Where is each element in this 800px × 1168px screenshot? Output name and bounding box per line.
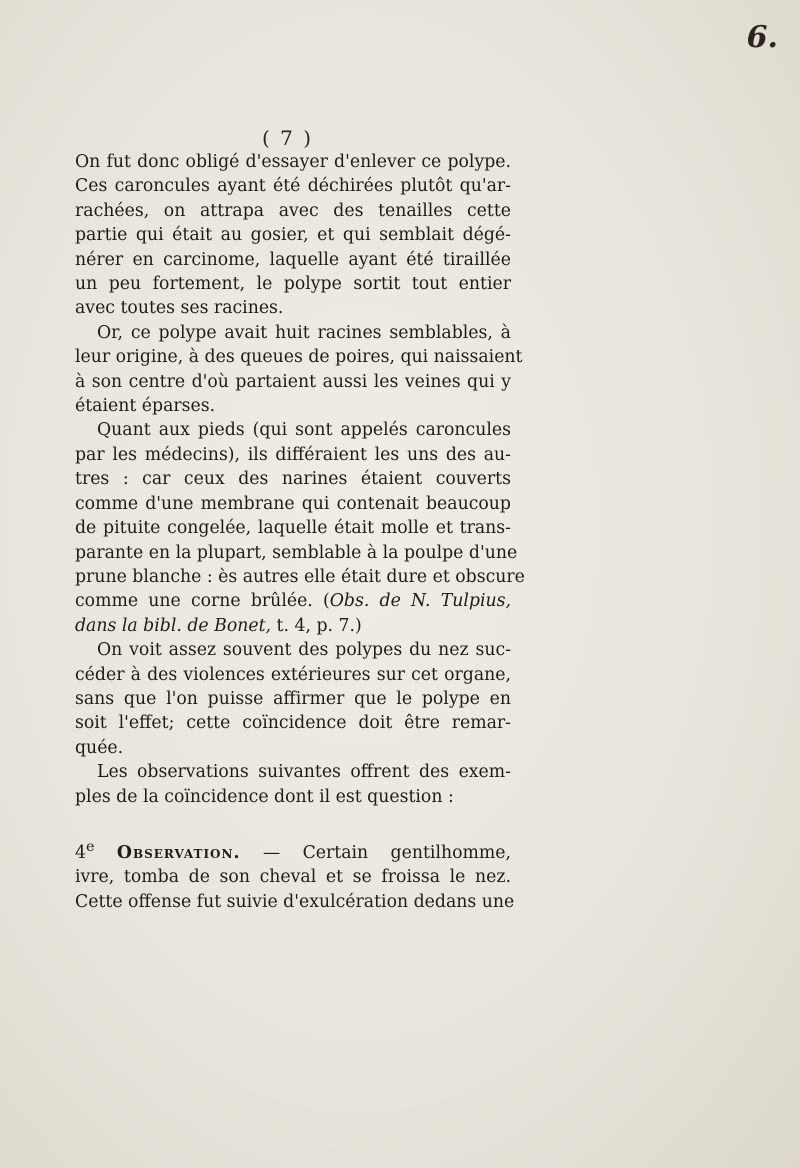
observation-number-suffix: e bbox=[86, 838, 95, 855]
citation-open-paren: ( bbox=[323, 591, 330, 612]
text-line: soit l'effet; cette coïncidence doit être remar- bbox=[75, 713, 511, 734]
text-line: rachées, on attrapa avec des tenailles cette bbox=[75, 200, 511, 221]
text-line: Cette offense fut suivie d'exulcération dedans une bbox=[75, 891, 515, 912]
body-text bbox=[75, 150, 525, 914]
observation-dash: — bbox=[262, 842, 281, 863]
text-line: étaient éparses. bbox=[75, 396, 216, 417]
text-line: parante en la plupart, semblable à la poulpe d'une bbox=[75, 542, 518, 563]
text-line: Quant aux pieds (qui sont appelés caroncules bbox=[97, 420, 511, 441]
page-number: ( 7 ) bbox=[262, 126, 314, 150]
text-line: Ces caroncules ayant été déchirées plutôt qu'ar- bbox=[75, 176, 511, 197]
text-line: un peu fortement, le polype sortit tout entier bbox=[75, 274, 511, 295]
text-line: Les observations suivantes offrent des exem- bbox=[97, 762, 511, 783]
text-line: On fut donc obligé d'essayer d'enlever ce polype. bbox=[75, 152, 511, 172]
text-line: comme d'une membrane qui contenait beaucoup bbox=[75, 493, 511, 514]
text-line: céder à des violences extérieures sur cet organe, bbox=[75, 664, 511, 685]
citation-line bbox=[75, 614, 511, 638]
text-line: par les médecins), ils différaient les uns des au- bbox=[75, 444, 511, 465]
observation-title: Observation. bbox=[116, 842, 241, 863]
text-line: à son centre d'où partaient aussi les veines qui y bbox=[75, 371, 511, 392]
text-line: tres : car ceux des narines étaient couverts bbox=[75, 469, 511, 490]
observation-text: Certain gentilhomme, bbox=[302, 842, 512, 863]
text-line: leur origine, à des queues de poires, qui naissaient bbox=[75, 347, 523, 368]
handwritten-folio-number: 6. bbox=[746, 20, 778, 55]
text-line: prune blanche : ès autres elle était dure et obscure bbox=[75, 566, 525, 587]
observation-number: 4 bbox=[75, 842, 86, 863]
text-line: Or, ce polype avait huit racines semblables, à bbox=[97, 322, 511, 343]
text-line: nérer en carcinome, laquelle ayant été tiraillée bbox=[75, 249, 511, 270]
text-line: partie qui était au gosier, et qui semblait dégé- bbox=[75, 225, 511, 246]
text-line: ples de la coïncidence dont il est question : bbox=[75, 786, 454, 807]
citation-source: dans la bibl. de Bonet, bbox=[75, 615, 272, 636]
section-gap bbox=[75, 809, 511, 835]
citation-ref: t. 4, p. 7.) bbox=[276, 615, 362, 636]
text-line: quée. bbox=[75, 737, 124, 758]
observation-heading-line bbox=[75, 835, 511, 865]
text-line: ivre, tomba de son cheval et se froissa le nez. bbox=[75, 867, 511, 888]
text-line: de pituite congelée, laquelle était molle et trans- bbox=[75, 518, 511, 539]
text-line: On voit assez souvent des polypes du nez suc- bbox=[97, 640, 511, 661]
text-line: sans que l'on puisse affirmer que le polype en bbox=[75, 688, 511, 709]
text-fragment: comme une corne brûlée. bbox=[75, 591, 313, 612]
text-line: avec toutes ses racines. bbox=[75, 298, 284, 319]
text-line-with-citation bbox=[75, 589, 511, 613]
citation-work: Obs. de N. Tulpius, bbox=[329, 591, 511, 612]
